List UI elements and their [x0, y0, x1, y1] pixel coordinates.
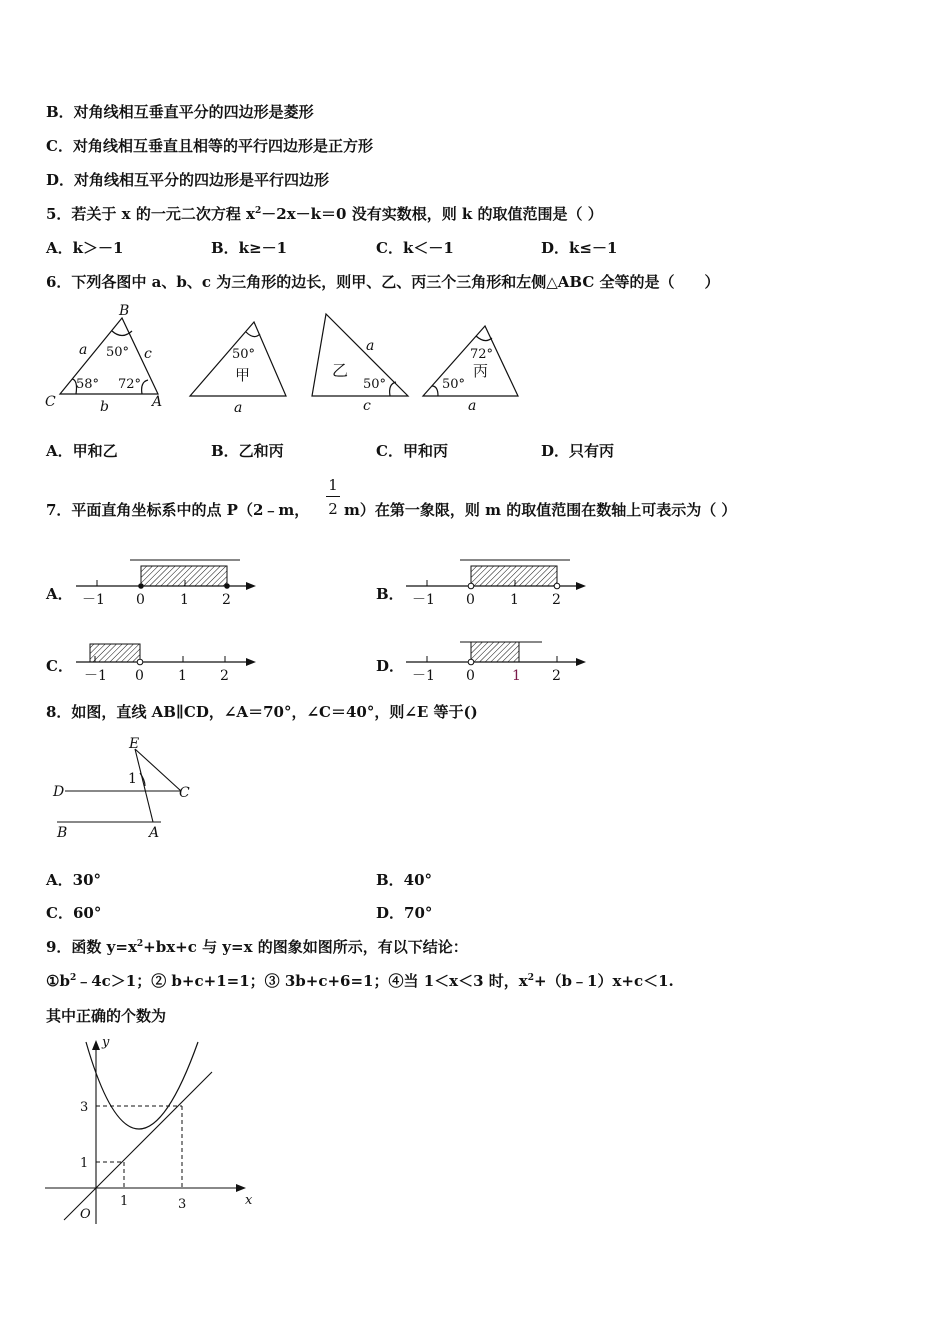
jia-name: 甲 — [235, 366, 251, 384]
tick-x-1: 1 — [120, 1194, 129, 1209]
tick-1: 1 — [180, 592, 189, 608]
bing-angle-left: 50° — [442, 377, 466, 392]
q9-question: 其中正确的个数为 — [46, 1007, 167, 1025]
jia-side: a — [234, 400, 243, 416]
q5-option-b: B．k≥－1 — [211, 239, 288, 257]
q6-triangles-figure — [40, 300, 540, 420]
abc-label-b-vertex: B — [119, 303, 130, 319]
label-angle-1: 1 — [128, 771, 137, 787]
abc-side-c: c — [144, 346, 152, 362]
tick-1: 1 — [512, 668, 521, 684]
abc-angle-c: 58° — [76, 377, 100, 392]
q7-option-c-label: C． — [46, 657, 73, 675]
tick-0: 0 — [136, 592, 145, 608]
yi-side-a: a — [366, 338, 375, 354]
q7-numberline-c — [70, 628, 270, 688]
label-d: D — [53, 784, 65, 800]
q8-option-d: D．70° — [376, 904, 433, 922]
q5-stem: 5．若关于 x 的一元二次方程 $x^2-2x-k=0$ 没有实数根，则 k 的取值范围是（ ） — [46, 205, 603, 223]
bing-name: 丙 — [473, 362, 489, 380]
abc-label-c-vertex: C — [45, 394, 56, 410]
tick-y-3: 3 — [80, 1100, 89, 1115]
q6-stem: 6．下列各图中 a、b、c 为三角形的边长，则甲、乙、丙三个三角形和左侧△ABC 全等的是（ ） — [46, 273, 720, 291]
tick-neg1: －1 — [412, 668, 435, 684]
q5-option-c: C．k＜－1 — [376, 239, 454, 257]
triangle-yi — [312, 314, 408, 396]
yi-name: 乙 — [332, 361, 349, 380]
tick-0: 0 — [135, 668, 144, 684]
tick-2: 2 — [222, 592, 231, 608]
q7-stem-part1: 7．平面直角坐标系中的点 P（2﹣m， — [46, 501, 310, 519]
q7-frac-numerator: 1 — [328, 476, 338, 494]
jia-angle: 50° — [232, 347, 256, 362]
q5-option-a: A．k＞－1 — [46, 239, 124, 257]
abc-label-a-vertex: A — [152, 394, 163, 410]
q4-option-d: D．对角线相互平分的四边形是平行四边形 — [46, 171, 330, 189]
tick-1: 1 — [178, 668, 187, 684]
tick-0: 0 — [466, 592, 475, 608]
origin-label: O — [80, 1207, 91, 1222]
q9-stem: 9．函数 $y=x^2+bx+c$ 与 y=x 的图象如图所示，有以下结论： — [46, 938, 468, 956]
q9-function-graph — [40, 1030, 265, 1230]
tick-0: 0 — [466, 668, 475, 684]
label-c: C — [179, 785, 190, 801]
tick-1: 1 — [510, 592, 519, 608]
tick-y-1: 1 — [80, 1156, 89, 1171]
segment-ec — [135, 749, 181, 791]
yi-side-c: c — [363, 398, 371, 414]
q7-option-d-label: D． — [376, 657, 405, 675]
q7-option-a-label: A． — [46, 585, 73, 603]
tick-x-3: 3 — [178, 1197, 187, 1212]
q8-option-a: A．30° — [46, 871, 102, 889]
q7-frac-bar — [326, 496, 340, 497]
q7-numberline-b — [400, 552, 600, 612]
q6-option-c: C．甲和丙 — [376, 442, 448, 460]
label-b: B — [57, 825, 68, 841]
abc-angle-a: 72° — [118, 377, 142, 392]
bing-angle-top: 72° — [470, 347, 494, 362]
q6-option-b: B．乙和丙 — [211, 442, 284, 460]
q4-option-b: B．对角线相互垂直平分的四边形是菱形 — [46, 103, 314, 121]
abc-side-b: b — [100, 399, 109, 415]
q8-option-c: C．60° — [46, 904, 102, 922]
q7-option-b-label: B． — [376, 585, 404, 603]
yi-angle: 50° — [363, 377, 387, 392]
segment-ea — [135, 749, 153, 822]
tick-neg1: －1 — [412, 592, 435, 608]
q7-numberline-a — [70, 552, 270, 612]
abc-angle-b: 50° — [106, 345, 130, 360]
q6-option-a: A．甲和乙 — [46, 442, 118, 460]
q5-option-d: D．k≤－1 — [541, 239, 618, 257]
q6-option-d: D．只有丙 — [541, 442, 615, 460]
q7-stem-part2: m）在第一象限，则 m 的取值范围在数轴上可表示为（ ） — [344, 501, 737, 519]
tick-neg1: －1 — [84, 668, 107, 684]
label-a: A — [149, 825, 160, 841]
q7-frac-denominator: 2 — [328, 500, 338, 518]
q8-parallel-lines-figure — [45, 728, 215, 843]
abc-side-a: a — [79, 342, 88, 358]
bing-side: a — [468, 398, 477, 414]
axis-label-y: y — [102, 1035, 110, 1050]
q8-option-b: B．40° — [376, 871, 433, 889]
q4-option-c: C．对角线相互垂直且相等的平行四边形是正方形 — [46, 137, 373, 155]
tick-2: 2 — [220, 668, 229, 684]
tick-2: 2 — [552, 668, 561, 684]
tick-neg1: －1 — [82, 592, 105, 608]
q7-numberline-d — [400, 628, 600, 688]
q8-stem: 8．如图，直线 AB∥CD，∠A＝70°，∠C＝40°，则∠E 等于() — [46, 703, 478, 721]
axis-label-x: x — [245, 1193, 253, 1208]
label-e: E — [129, 736, 140, 752]
parabola-curve — [86, 1042, 198, 1129]
q9-conclusions: $①b^2﹣4c>1$；② b+c+1=1；③ 3b+c+6=1；④当 1＜x＜3 时，$x^2+(b﹣1)x+c<1$. — [46, 972, 674, 990]
tick-2: 2 — [552, 592, 561, 608]
line-y-equals-x — [64, 1072, 212, 1220]
